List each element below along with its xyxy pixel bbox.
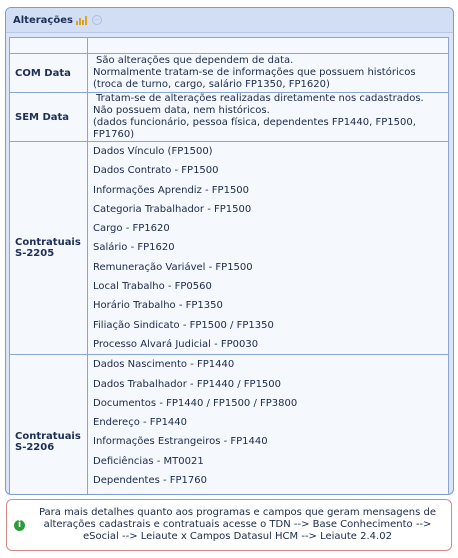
row-label-line: S-2205 [15, 248, 55, 260]
list-item: Dados Nascimento - FP1440 [93, 359, 235, 371]
row-label: SEM Data [10, 93, 88, 142]
list-item: Endereço - FP1440 [93, 417, 188, 429]
row-label-line: Contratuais [15, 237, 81, 249]
row-description [88, 93, 449, 142]
row-item-list [88, 142, 449, 355]
panel-title: Alterações [13, 14, 73, 26]
list-item: Informações Aprendiz - FP1500 [93, 184, 250, 196]
table-row-s2205 [10, 142, 449, 355]
table-row-s2206 [10, 355, 449, 495]
table-header-row [10, 38, 449, 54]
bar-chart-icon[interactable] [76, 15, 87, 25]
alteracoes-table-wrapper [9, 37, 449, 495]
list-item: Deficiências - MT0021 [93, 455, 204, 467]
row-label [10, 355, 88, 495]
collapse-icon[interactable]: − [92, 15, 102, 25]
list-item: Dados Trabalhador - FP1440 / FP1500 [93, 378, 282, 390]
list-item: Remuneração Variável - FP1500 [93, 261, 253, 273]
row-description [88, 54, 449, 93]
info-line: eSocial --> Leiaute x Campos Datasul HCM --> Leiaute 2.4.02 [83, 531, 392, 542]
list-item: Dados Vínculo (FP1500) [93, 146, 213, 157]
list-item: Dependentes - FP1760 [93, 475, 208, 487]
description-line: Normalmente tratam-se de informações que possuem históricos [93, 67, 416, 78]
info-icon: i [14, 520, 25, 531]
alteracoes-table [9, 37, 449, 495]
list-item: Processo Alvará Judicial - FP0030 [93, 338, 259, 350]
description-line: (troca de turno, cargo, salário FP1350, FP1620) [93, 79, 330, 90]
list-item: Informações Estrangeiros - FP1440 [93, 436, 268, 448]
header-cell-empty [10, 38, 88, 54]
list-item: Dados Contrato - FP1500 [93, 165, 219, 177]
list-item: Categoria Trabalhador - FP1500 [93, 203, 252, 215]
row-label-line: Contratuais [15, 431, 81, 443]
info-message-text [30, 507, 445, 543]
description-line: Não possuem data, nem históricos. [93, 105, 270, 116]
list-item: Cargo - FP1620 [93, 223, 170, 235]
list-item: Documentos - FP1440 / FP1500 / FP3800 [93, 397, 298, 409]
list-item [93, 490, 448, 495]
row-label-line: S-2206 [15, 442, 55, 454]
list-item: Horário Trabalho - FP1350 [93, 300, 223, 312]
list-item: Local Trabalho - FP0560 [93, 281, 212, 293]
info-line: Para mais detalhes quanto aos programas e campos que geram mensagens de [38, 507, 437, 518]
list-item: Salário - FP1620 [93, 242, 175, 254]
info-message-box [6, 499, 452, 551]
description-line: Tratam-se de alterações realizadas diretamente nos cadastrados. [96, 93, 424, 104]
description-line: São alterações que dependem de data. [96, 55, 294, 66]
row-label: COM Data [10, 54, 88, 93]
info-line: alterações cadastrais e contratuais acesse o TDN --> Base Conhecimento --> [43, 519, 432, 530]
header-cell-empty [88, 38, 449, 54]
panel-header [6, 8, 453, 33]
table-row-sem-data [10, 93, 449, 142]
row-item-list [88, 355, 449, 495]
alteracoes-panel [5, 7, 454, 495]
list-item: Filiação Sindicato - FP1500 / FP1350 [93, 319, 274, 331]
row-label [10, 142, 88, 355]
table-row-com-data [10, 54, 449, 93]
description-line: (dados funcionário, pessoa física, dependentes FP1440, FP1500, FP1760) [93, 117, 416, 140]
